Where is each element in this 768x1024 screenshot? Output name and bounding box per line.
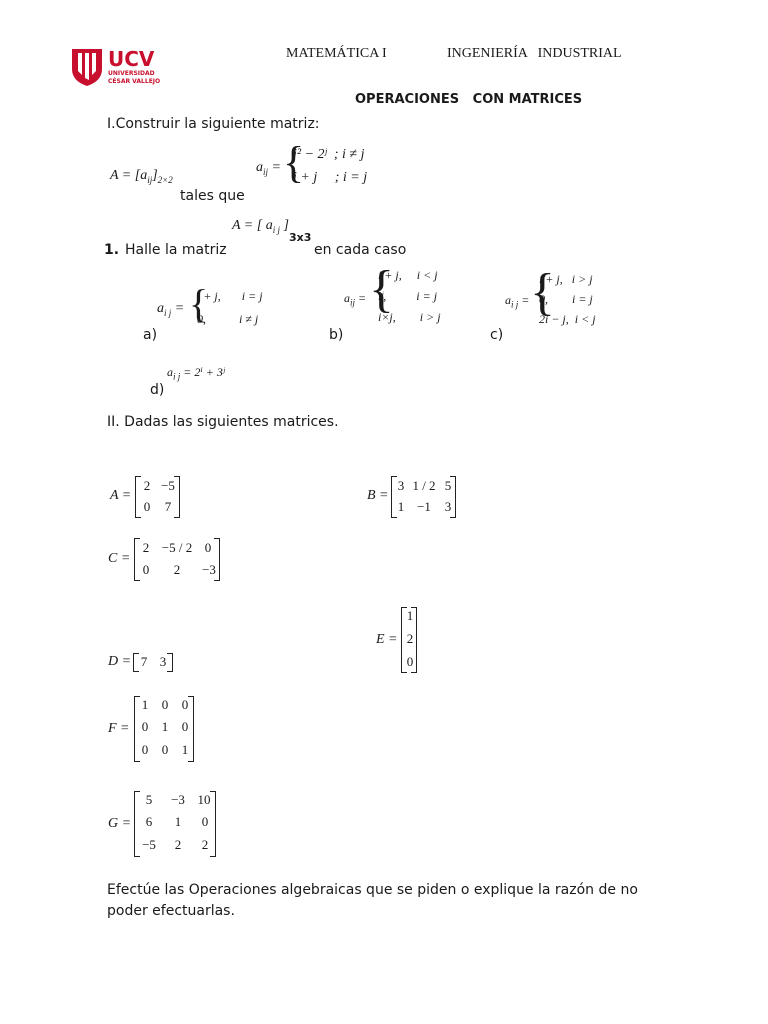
program-name: INGENIERÍA INDUSTRIAL [447,46,622,61]
exercise1-text2: en cada caso [314,242,407,258]
matrix-cell: −1 [417,499,431,514]
matrix-F [134,696,194,762]
matrix-cell: 0 [161,742,169,757]
matrix-G [134,791,216,857]
case-c-label: c) [490,327,504,343]
brace-icon: { [369,261,394,318]
case-c-row2: 0, i = j [539,292,593,306]
matrix-E [401,607,417,673]
matrix-cell: −5 [161,478,175,493]
matrix-cell: 5 [145,792,153,807]
exercise1-number: 1. [104,242,120,258]
matrix-cell: 0 [201,814,209,829]
case-b-row3: i×j, i > j [378,310,441,324]
case-a-row1: i + j, i = j [197,289,263,303]
matrix-cell: 5 [444,478,452,493]
case-b-label: b) [329,327,344,343]
section2-heading: II. Dadas las siguientes matrices. [107,414,339,430]
matrix-cell: −3 [202,562,216,577]
matrix-cell: 0 [161,697,169,712]
logo-text: UCV [108,47,155,71]
matrix-E-name: E = [376,632,398,647]
matrix-cell: 2 [406,631,414,646]
case-a-lhs: $a_{i j}$ = [157,301,185,318]
condition-dim: 3x3 [289,231,312,244]
aij-lhs: $a_{ij}$ = [256,160,281,177]
matrix-cell: 3 [397,478,405,493]
matrix-cell: 2 [143,478,151,493]
matrix-cell: 0 [181,719,189,734]
matrix-cell: 1 [181,742,189,757]
matrix-cell: 7 [164,499,172,514]
matrix-B [391,476,456,518]
matrix-A-def: $A = [a_{ij}]_{2\times 2}$ [110,168,173,185]
logo-sub2: CÉSAR VALLEJO [108,78,161,85]
tales-que: tales que [180,188,245,204]
matrix-D [133,653,173,672]
matrix-C-name: C = [108,551,131,566]
matrix-cell: 1 / 2 [412,478,436,493]
matrix-cell: 2 [201,837,209,852]
instructions-line1: Efectúe las Operaciones algebraicas que se piden o explique la razón de no [107,882,638,898]
matrix-F-name: F = [108,721,130,736]
matrix-cell: −5 / 2 [161,540,193,555]
matrix-cell: 10 [197,792,211,807]
case-b-row1: i + j, i < j [378,268,438,282]
ucv-shield-icon [70,47,104,87]
matrix-B-name: B = [367,488,389,503]
matrix-cell: 0 [141,742,149,757]
matrix-cell: 0 [406,654,414,669]
page-title: OPERACIONES CON MATRICES [355,92,583,107]
matrix-A-name: A = [110,488,132,503]
matrix-cell: 0 [181,697,189,712]
matrix-cell: 3 [159,654,167,669]
brace-icon: { [189,281,209,326]
case-b-lhs: $a_{ij}$ = [344,291,367,308]
matrix-cell: 0 [204,540,212,555]
matrix-cell: 1 [161,719,169,734]
exercise1-text: Halle la matriz [125,242,227,258]
matrix-cell: 0 [141,719,149,734]
matrix-C [134,538,220,581]
matrix-cell: 1 [397,499,405,514]
brace-icon: { [530,264,555,321]
brace-icon: { [283,138,305,187]
matrix-cell: 1 [141,697,149,712]
matrix-cell: 7 [140,654,148,669]
matrix-cell: −3 [171,792,185,807]
instructions-line2: poder efectuarlas. [107,903,235,919]
course-name: MATEMÁTICA I [286,46,387,61]
matrix-cell: 2 [173,562,181,577]
matrix-cell: −5 [142,837,156,852]
matrix-cell: 0 [142,562,150,577]
matrix-cell: 2 [142,540,150,555]
case-d-label: d) [150,382,165,398]
logo-sub1: UNIVERSIDAD [108,70,155,77]
matrix-cell: 1 [406,608,414,623]
case-b-row2: iʲ, i = j [378,289,438,303]
matrix-cell: 1 [174,814,182,829]
matrix-cell: 6 [145,814,153,829]
matrix-cell: 3 [444,499,452,514]
case-d-formula: $a_{i j} = 2^i$ + 3ʲ [167,365,225,382]
matrix-cell: 0 [143,499,151,514]
matrix-D-name: D = [108,654,132,669]
ucv-logo [70,47,160,87]
matrix-G-name: G = [108,816,132,831]
case-a-label: a) [143,327,158,343]
aij-case1: j² − 2ʲ ; i ≠ j [293,147,365,162]
section1-heading: I.Construir la siguiente matriz: [107,116,320,132]
matrix-cell: 2 [174,837,182,852]
matrix-A [135,476,180,518]
case-c-lhs: $a_{i j}$ = [505,293,530,310]
case-c-row3: 2i − j, i < j [539,312,596,326]
case-a-row2: 0, i ≠ j [197,312,259,326]
case-c-row1: i + j, i > j [539,272,593,286]
condition-A: A = [ $a_{i j}$ ] [232,218,289,235]
aij-case2: i + j ; i = j [293,170,368,185]
